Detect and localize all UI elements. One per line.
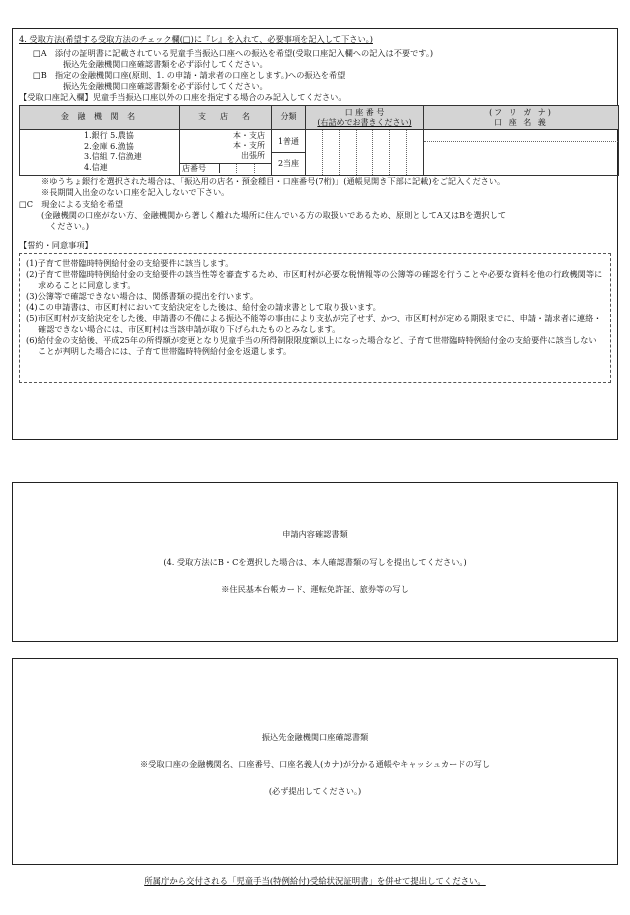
account-table [19,105,619,176]
account-field-label: 【受取口座記入欄】児童手当振込口座以外の口座を指定する場合のみ記入してください。 [19,92,347,103]
oath-item-2: (2)子育て世帯臨時特例給付金の支給要件の該当性等を審査するため、市区町村が必要な税情報等の公簿等の確認を行うことや必要な資料を他の行政機関等に求めることに同意します。 [26,268,603,290]
oath-item-1: (1)子育て世帯臨時特例給付金の支給要件に該当します。 [26,257,234,268]
branch-type-2: 本・支所 [233,141,265,151]
box3-line1: ※受取口座の金融機関名、口座番号、口座名義人(カナ)が分かる通帳やキャッシュカードの写し [139,759,491,769]
header-type: 分類 [272,106,306,130]
box2-line1: (4. 受取方法にB・Cを選択した場合は、本人確認書類の写しを提出してください。) [163,557,467,567]
account-holder-cell[interactable] [424,130,619,176]
option-a-note: 振込先金融機関口座確認書類を必ず添付してください。 [63,59,268,70]
oath-item-6: (6)給付金の支給後、平成25年の所得額が変更となり児童手当の所得制限限度額以上になった場合など、子育て世帯臨時特例給付金の支給要件に該当しないことが判明した場合には、子育て世帯臨時特例給付金を返還します。 [26,335,597,357]
branch-number-label: 店番号 [180,164,220,173]
header-branch: 支 店 名 [180,106,272,130]
bank-type-4: 4.信連 [84,162,108,172]
footer-note: 所属庁から交付される「児童手当(特例給付)受給状況証明書」を併せて提出してください。 [144,876,486,886]
box2-line2: ※住民基本台帳カード、運転免許証、旅券等の写し [221,584,409,594]
section4-title: 4. 受取方法(希望する受取方法のチェック欄(□)に『レ』を入れて、必要事項を記入して下さい。) [19,34,373,44]
bank-type-3: 3.信組 7.信漁連 [84,152,142,162]
box3-line2: (必ず提出してください。) [268,786,362,796]
yucho-note: ※ゆうちょ銀行を選択された場合は、「振込用の店名・預金種目・口座番号(7桁)」(通帳見開き下部に記載)をご記入ください。 [41,176,506,187]
header-number: 口 座 番 号 [344,107,385,117]
bank-type-2: 2.金庫 6.漁協 [84,141,134,151]
receipt-method-section [12,28,618,440]
bank-documents-box [12,658,618,865]
application-documents-box [12,482,618,642]
oath-item-5: (5)市区町村が支給決定をした後、申請書の不備による振込不能等の事由により支払が完了せず、かつ、市区町村が定める期限までに、申請・請求者に連絡・確認できない場合には、市区町村は当該申請が取り下げられたものとみなします。 [26,313,602,335]
header-kana: (フ リ ガ ナ) [489,107,553,117]
option-c[interactable]: □C 現金による支給を希望 [19,198,124,209]
option-c-note-2: ください。) [49,220,90,231]
branch-type-1: 本・支店 [233,131,265,141]
oath-title: 【誓約・同意事項】 [19,239,93,250]
branch-name-cell[interactable] [180,130,272,176]
option-a[interactable]: □A 添付の証明書に記載されている児童手当振込口座への振込を希望(受取口座記入欄への記入は不要です。) [33,48,434,59]
option-b-note: 振込先金融機関口座確認書類を必ず添付してください。 [63,81,268,92]
oath-item-4: (4)この申請書は、市区町村において支給決定をした後は、給付金の請求書として取り扱います。 [26,302,381,312]
box2-title: 申請内容確認書類 [282,529,348,539]
option-b[interactable]: □B 指定の金融機関口座(原則、1. の申請・請求者の口座とします。)への振込を希望 [33,70,346,81]
header-bank: 金 融 機 関 名 [20,106,180,130]
account-type-cell[interactable] [272,130,306,176]
account-type-current: 2当座 [277,159,300,169]
bank-name-cell[interactable] [20,130,180,176]
box3-title: 振込先金融機関口座確認書類 [261,732,369,742]
header-number-note: (右詰めでお書きください) [317,117,412,127]
option-c-note-1: (金融機関の口座がない方、金融機関から著しく離れた場所に住んでいる方の取扱いであるため、原則としてA又はBを選択して [41,209,507,220]
bank-type-1: 1.銀行 5.農協 [84,131,134,141]
account-number-cell[interactable] [306,130,424,176]
oath-list [19,253,611,383]
header-account-name: 口 座 名 義 [494,117,548,127]
branch-type-3: 出張所 [241,151,265,161]
dormant-account-note: ※長期間入出金のない口座を記入しないで下さい。 [41,187,230,198]
oath-item-3: (3)公簿等で確認できない場合は、関係書類の提出を行います。 [26,290,259,301]
account-type-ordinary: 1普通 [272,130,305,153]
